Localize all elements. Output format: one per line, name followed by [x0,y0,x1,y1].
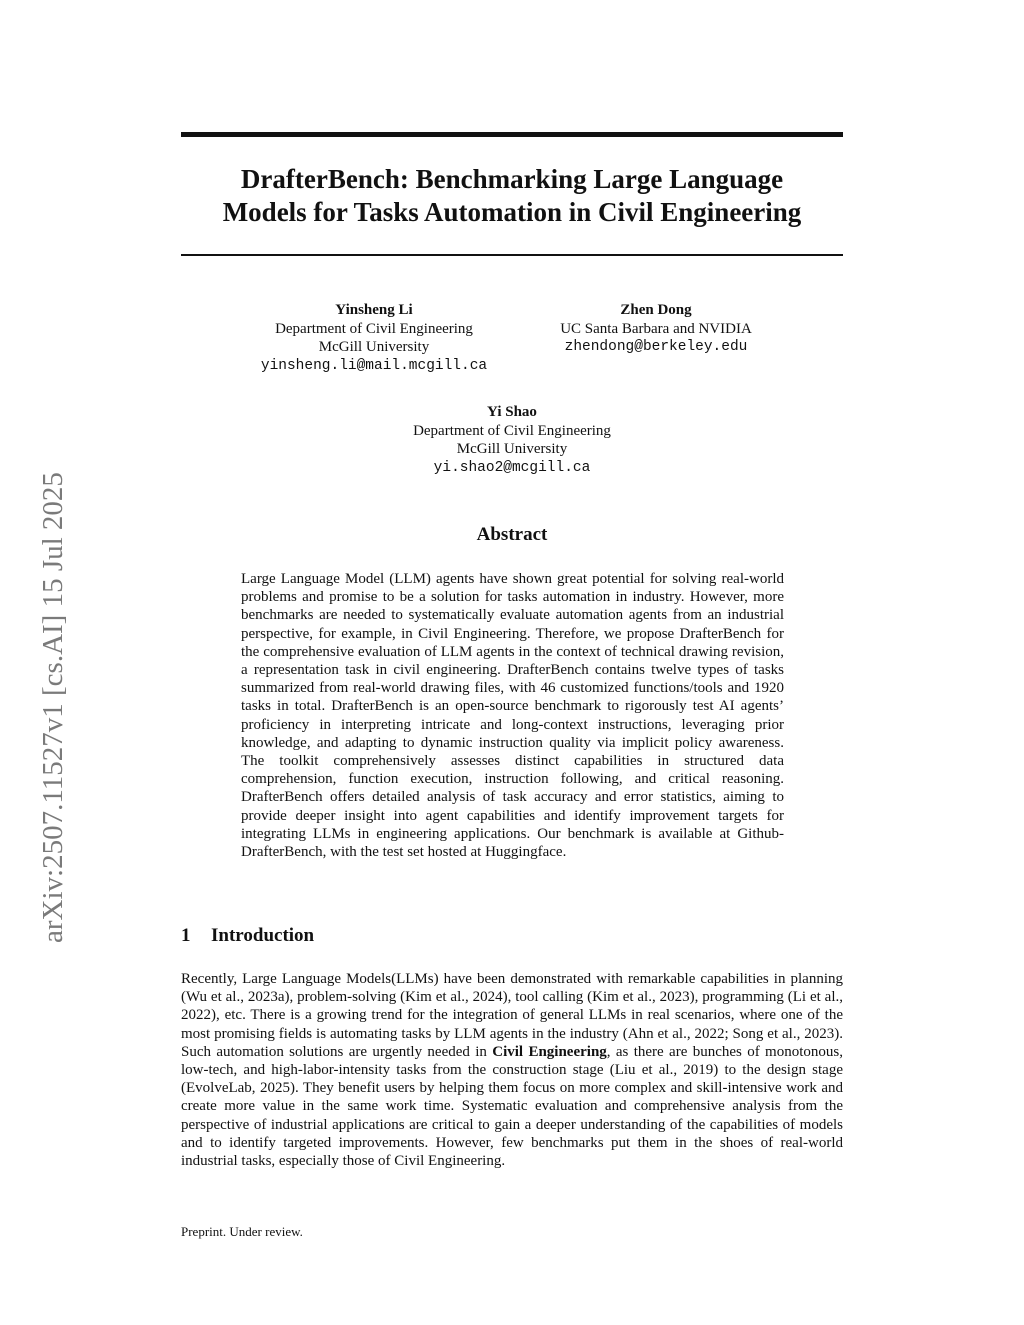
author-email: yinsheng.li@mail.mcgill.ca [260,357,488,374]
title-line-1: DrafterBench: Benchmarking Large Language [240,164,784,194]
abstract-heading: Abstract [476,524,548,545]
author-block-2 [516,301,796,357]
title-top-rule [181,132,843,137]
introduction-paragraph [181,970,843,1170]
intro-text-part-1: Recently, Large Language Models(LLMs) have been demonstrated with remarkable capabilities in planning (Wu et al., 2023a), problem-solving (Kim et al., 2024), tool calling (Kim et al., 2023), programming (Li et al., 2022), etc. There is a growing trend for the integration of general LLMs in real scenarios, where one of the most promising fields is automating tasks by LLM agents in the industry (Ahn et al., 2022; Song et al., 2023). Such automation solutions are urgently needed in [181,971,843,1060]
author-affiliation: UC Santa Barbara and NVIDIA [560,320,752,337]
author-email: zhendong@berkeley.edu [564,339,748,355]
intro-text-part-2: , as there are bunches of monotonous, low-tech, and high-labor-intensity tasks from the construction stage (Liu et al., 2019) to the design stage (EvolveLab, 2025). They benefit users by helping them focus on more complex and skill-intensive work and create more value in the same work time. Systematic evaluation and comprehensive analysis from the perspective of industrial applications are critical to gain a deeper understanding of the capabilities of models and to identify targeted improvements. However, few benchmarks put them in the shoes of real-world industrial tasks, especially those of Civil Engineering. [181,1043,843,1170]
paper-title [181,163,843,229]
author-institution: McGill University [318,339,430,355]
abstract-text: Large Language Model (LLM) agents have shown great potential for solving real-world problems and promise to be a solution for tasks automation in industry. However, more benchmarks are needed to systematically evaluate automation agents from an industrial perspective, for example, in Civil Engineering. Therefore, we propose DrafterBench for the comprehensive evaluation of LLM agents in the context of technical drawing revision, a representation task in civil engineering. DrafterBench contains twelve types of tasks summarized from real-world drawing files, with 46 customized functions/tools and 1920 tasks in total. DrafterBench is an open-source benchmark to rigorously test AI agents’ proficiency in interpreting intricate and long-context instructions, leveraging prior knowledge, and adapting to dynamic instruction quality via implicit policy awareness. The toolkit comprehensively assesses distinct capabilities in structured data comprehension, function execution, instruction following, and critical reasoning. DrafterBench offers detailed analysis of task accuracy and error statistics, aiming to provide deeper insight into agent capabilities and identify improvement targets for integrating LLMs in engineering applications. Our benchmark is available at Github-DrafterBench, with the test set hosted at Huggingface. [241,571,784,861]
author-institution: McGill University [456,441,568,457]
author-affiliation: Department of Civil Engineering [413,422,611,439]
author-name: Zhen Dong [620,302,692,318]
author-name: Yinsheng Li [335,302,413,318]
author-block-1 [236,301,512,375]
section-title: Introduction [211,925,315,946]
author-affiliation: Department of Civil Engineering [275,320,473,337]
section-heading-introduction [181,925,843,947]
section-number: 1 [181,925,191,946]
author-block-3 [372,403,652,477]
arxiv-watermark: arXiv:2507.11527v1 [cs.AI] 15 Jul 2025 [37,472,69,943]
author-name: Yi Shao [487,404,537,420]
author-email: yi.shao2@mcgill.ca [433,459,591,476]
preprint-footnote: Preprint. Under review. [181,1224,303,1239]
title-bottom-rule [181,254,843,256]
intro-bold-term: Civil Engineering [492,1043,607,1060]
title-line-2: Models for Tasks Automation in Civil Engineering [222,197,802,227]
